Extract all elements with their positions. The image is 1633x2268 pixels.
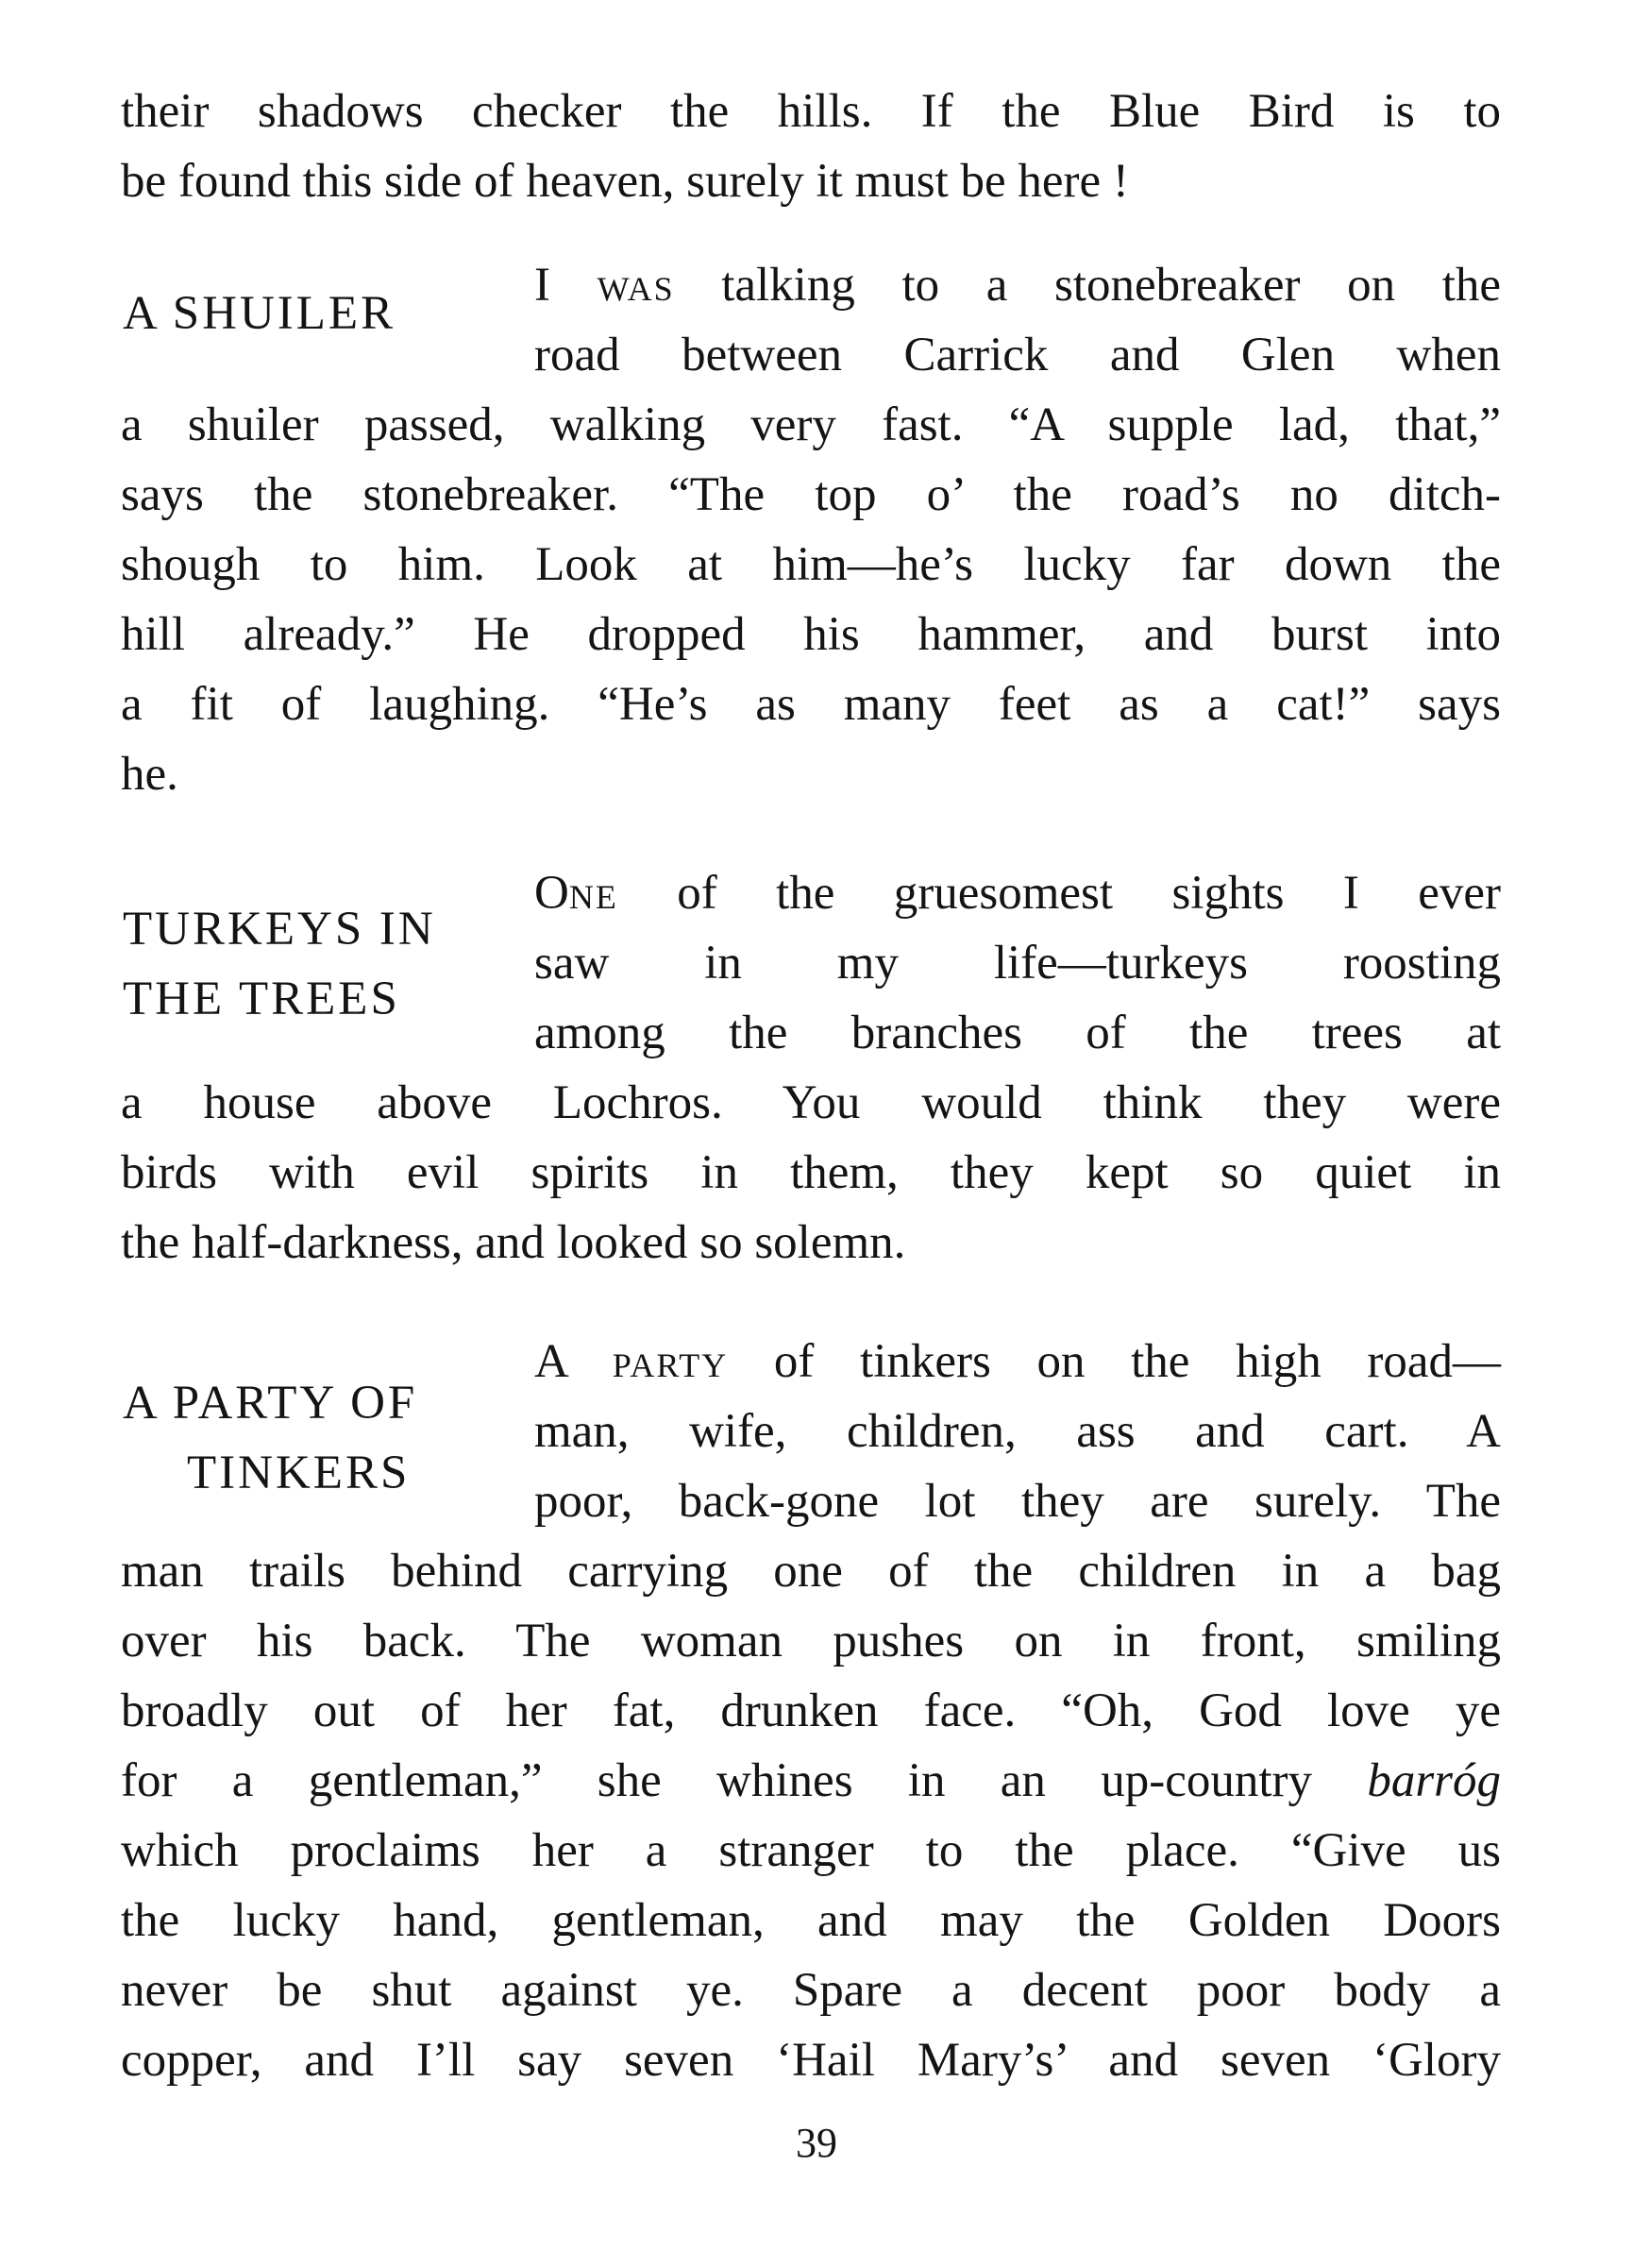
- section-1-line-6: hill already.” He dropped his hammer, and burst into: [121, 608, 1501, 661]
- section-heading-shuiler: A SHUILER: [123, 287, 396, 340]
- section-3-line-1: [534, 1333, 1501, 1394]
- section-1-line-8: he.: [121, 748, 178, 801]
- section-heading-tinkers-1: A PARTY OF: [123, 1377, 418, 1430]
- section-3-line-9: the lucky hand, gentleman, and may the Golden Doors: [121, 1894, 1501, 1947]
- dropcap: O: [534, 867, 569, 920]
- section-1-line-7: a fit of laughing. “He’s as many feet as a cat!” says: [121, 678, 1501, 731]
- first-line-rest: of tinkers on the high road—: [728, 1335, 1502, 1388]
- section-3-line-5: over his back. The woman pushes on in front, smiling: [121, 1615, 1501, 1667]
- section-3-line-2: man, wife, children, ass and cart. A: [534, 1405, 1501, 1458]
- section-1-line-4: says the stonebreaker. “The top o’ the road’s no ditch-: [121, 468, 1501, 521]
- first-line-rest: talking to a stonebreaker on the: [674, 259, 1501, 312]
- section-1-line-3: a shuiler passed, walking very fast. “A supple lad, that,”: [121, 398, 1501, 451]
- section-3-line-4: man trails behind carrying one of the children in a bag: [121, 1545, 1501, 1598]
- smallcaps-word: NE: [568, 878, 618, 916]
- section-2-line-4: a house above Lochros. You would think they were: [121, 1076, 1501, 1129]
- section-heading-turkeys-2: THE TREES: [123, 973, 400, 1025]
- dropcap: A: [534, 1335, 567, 1388]
- section-2-line-3: among the branches of the trees at: [534, 1007, 1501, 1059]
- section-2-line-1: [534, 865, 1501, 925]
- intro-line-2: be found this side of heaven, surely it must be here !: [121, 155, 1129, 208]
- section-heading-tinkers-2: TINKERS: [187, 1447, 411, 1499]
- section-1-line-1: [534, 257, 1501, 317]
- section-2-line-6: the half-darkness, and looked so solemn.: [121, 1216, 906, 1269]
- intro-line-1: their shadows checker the hills. If the Blue Bird is to: [121, 85, 1501, 138]
- dropcap: I: [534, 259, 550, 312]
- line-text: for a gentleman,” she whines in an up-country: [121, 1754, 1313, 1807]
- section-3-line-6: broadly out of her fat, drunken face. “Oh, God love ye: [121, 1684, 1501, 1737]
- italic-word: barróg: [1367, 1754, 1502, 1807]
- page-number: 39: [796, 2120, 837, 2166]
- section-1-line-2: road between Carrick and Glen when: [534, 329, 1501, 381]
- section-3-line-11: copper, and I’ll say seven ‘Hail Mary’s’ and seven ‘Glory: [121, 2034, 1501, 2087]
- section-3-line-10: never be shut against ye. Spare a decent poor body a: [121, 1964, 1501, 2017]
- section-heading-turkeys-1: TURKEYS IN: [123, 903, 436, 956]
- smallcaps-word: PARTY: [612, 1346, 729, 1384]
- section-2-line-2: saw in my life—turkeys roosting: [534, 937, 1501, 990]
- section-3-line-8: which proclaims her a stranger to the place. “Give us: [121, 1824, 1501, 1877]
- section-1-line-5: shough to him. Look at him—he’s lucky far down the: [121, 538, 1501, 591]
- section-3-line-3: poor, back-gone lot they are surely. The: [534, 1475, 1501, 1528]
- section-2-line-5: birds with evil spirits in them, they kept so quiet in: [121, 1146, 1501, 1199]
- smallcaps-word: WAS: [597, 270, 675, 308]
- first-line-rest: of the gruesomest sights I ever: [617, 867, 1501, 920]
- section-3-line-7: [121, 1752, 1501, 1809]
